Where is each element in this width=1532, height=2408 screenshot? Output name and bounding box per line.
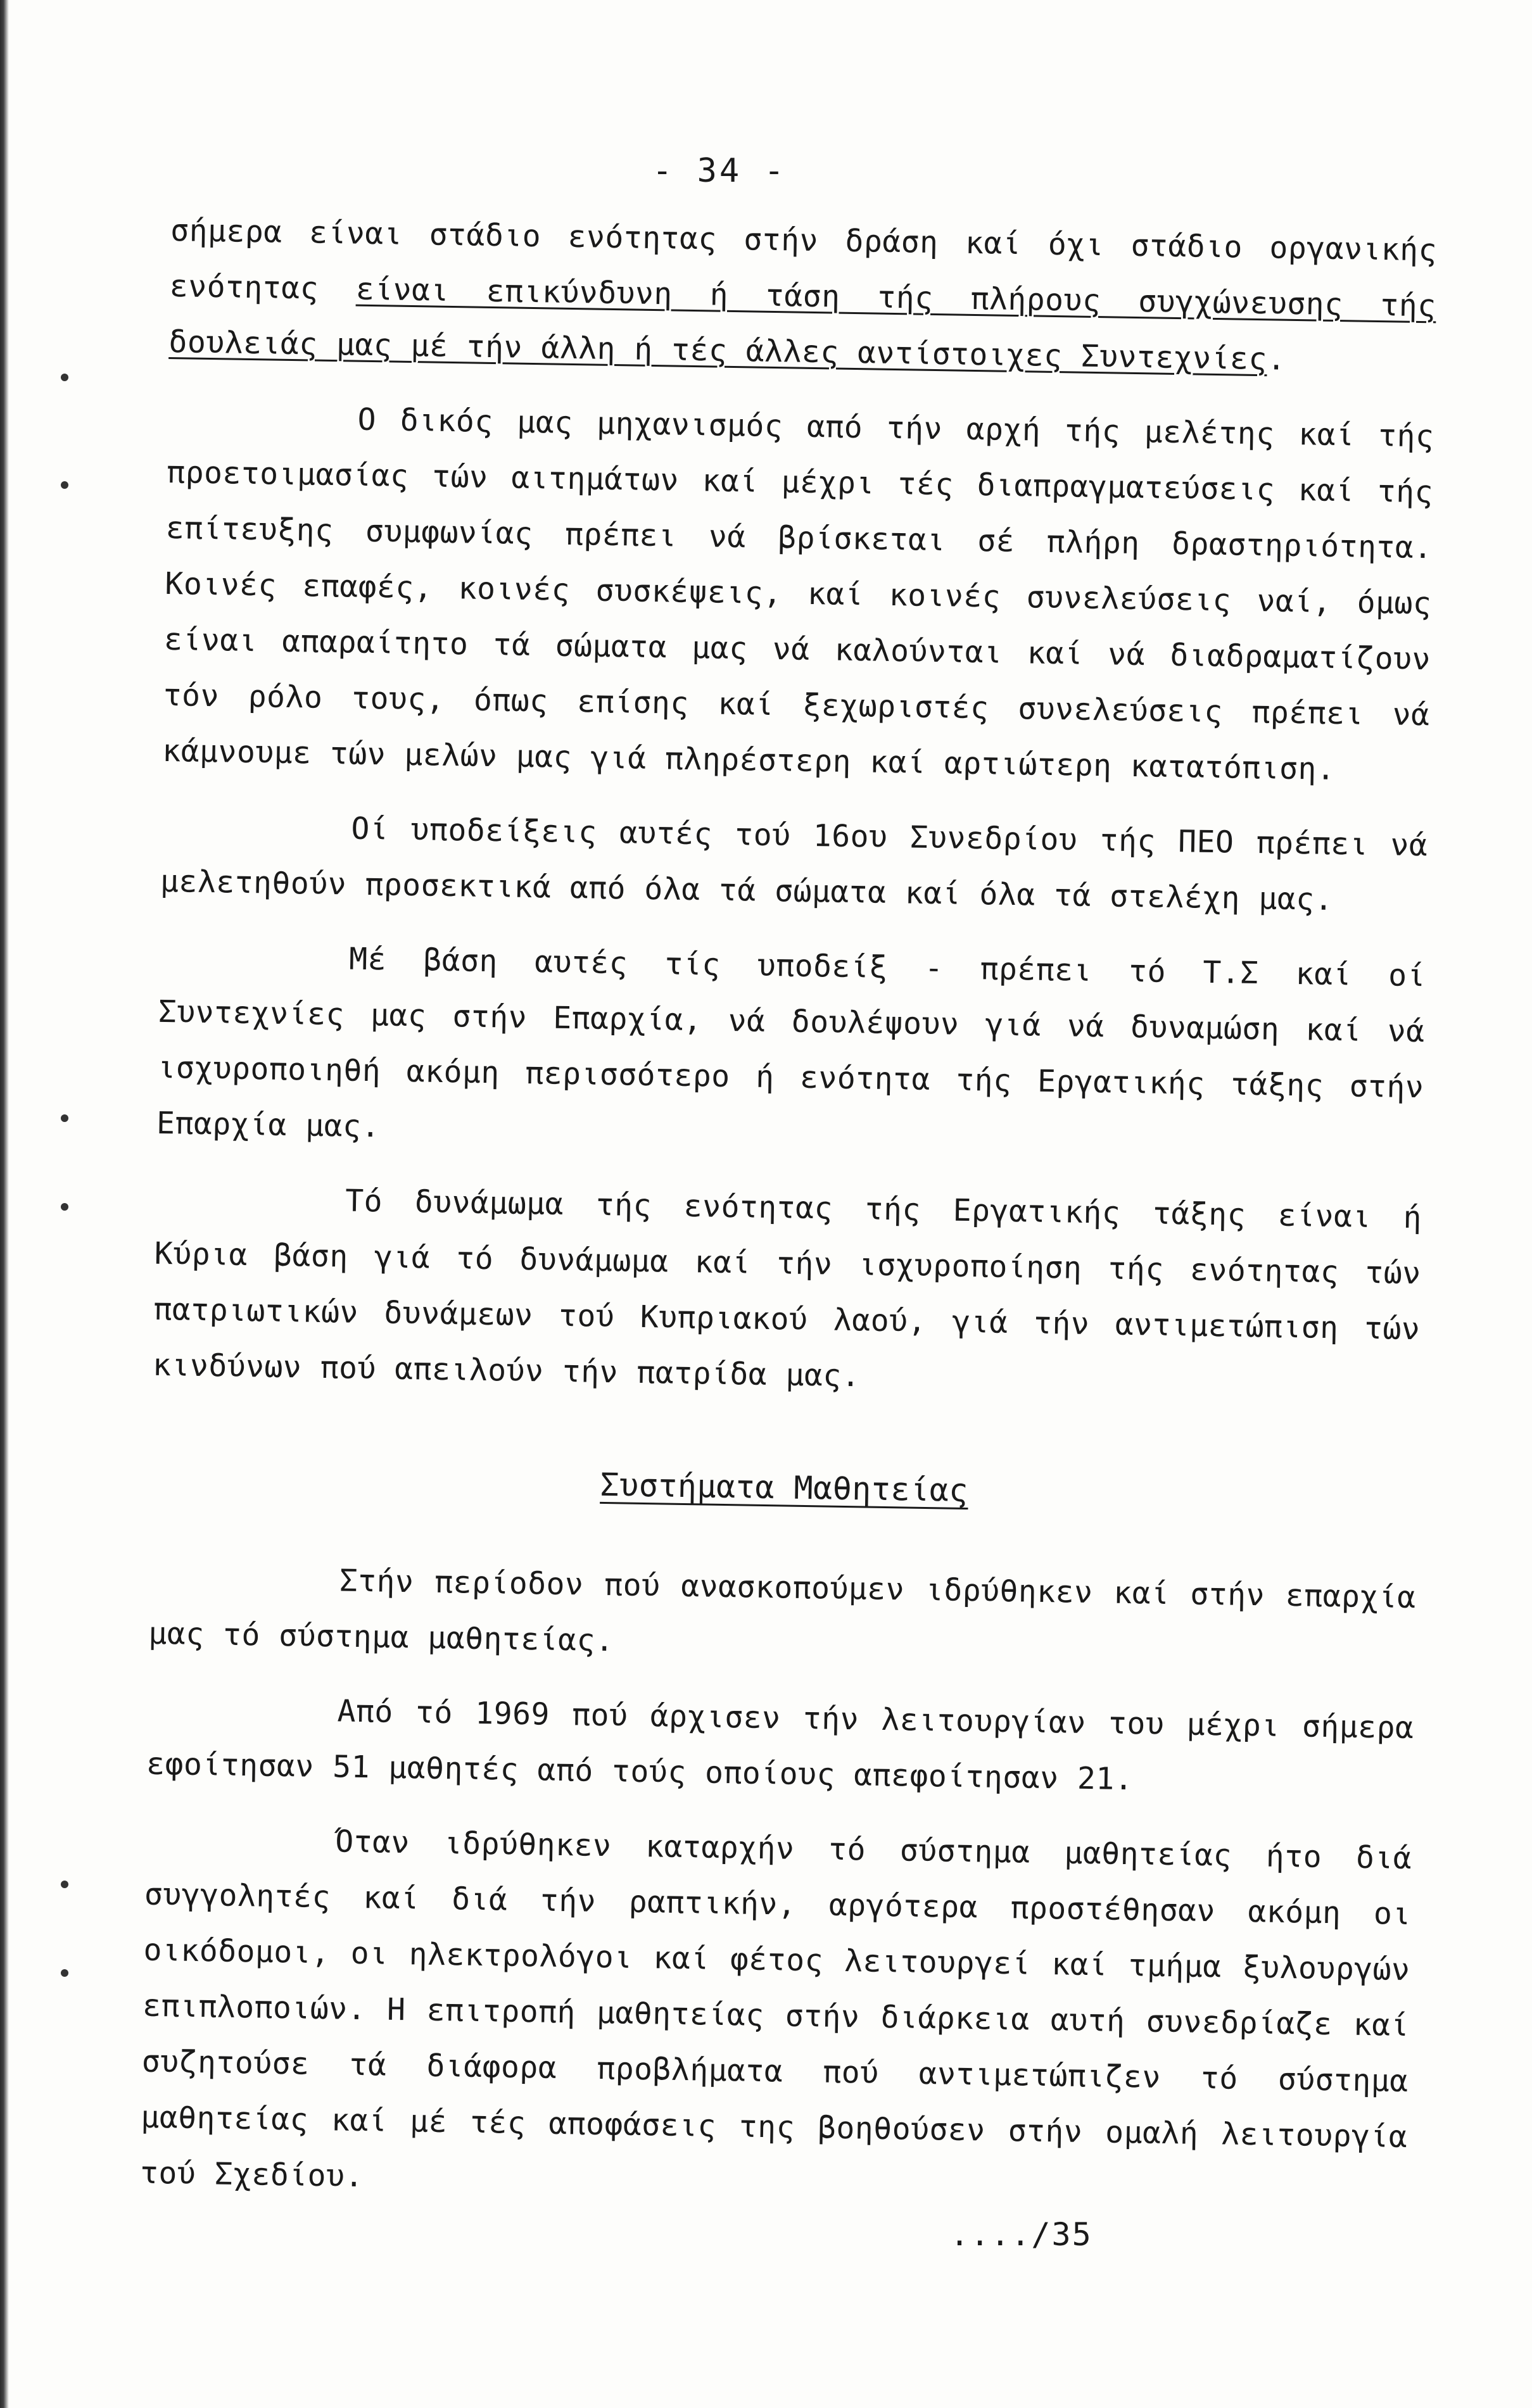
section-heading-text: Συστήματα Μαθητείας <box>600 1466 969 1510</box>
continuation-marker: ..../35 <box>950 2216 1092 2253</box>
section-heading <box>151 1450 1418 1525</box>
punch-hole <box>61 1114 68 1122</box>
paragraph-apprenticeship-trades: Όταν ιδρύθηκεν καταρχήν τό σύστημα μαθητείας ήτο διά συγγολητές καί διά τήν ραπτικήν, αργότερα προστέθησαν ακόμη οι οικόδομοι, οι ηλεκτρολόγοι καί φέτος λειτουργεί καί τμήμα ξυλουργών επιπλοποιών. Η επιτροπή μαθητείας στήν διάρκεια αυτή συνεδρίαζε καί συζητούσε τά διάφορα προβλήματα πού αντιμετώπιζεν τό σύστημα μαθητείας καί μέ τές αποφάσεις της βοηθούσεν στήν ομαλή λειτουργία τού Σχεδίου. <box>139 1824 1412 2195</box>
punch-hole <box>61 374 68 381</box>
paragraph-apprenticeship-founded: Στήν περίοδον πού ανασκοπούμεν ιδρύθηκεν καί στήν επαρχία μας τό σύστημα μαθητείας. <box>148 1563 1417 1659</box>
paragraph-mechanism: Ο δικός μας μηχανισμός από τήν αρχή τής μελέτης καί τής προετοιμασίας τών αιτημάτων καί μέχρι τές διαπραγματεύσεις καί τής επίτευξης συμφωνίας πρέπει νά βρίσκεται σέ πλήρη δραστηριότητα. Κοινές επαφές, κοινές συσκέψεις, καί κοινές συνελεύσεις ναί, όμως είναι απαραίτητο τά σώματα μας νά καλούνται καί νά διαδραματίζουν τόν ρόλο τους, όπως επίσης καί ξεχωριστές συνελεύσεις πρέπει νά κάμνουμε τών μελών μας γιά πληρέστερη καί αρτιώτερη κατατόπιση. <box>161 401 1434 787</box>
binding-edge <box>0 0 9 2408</box>
paragraph-unity <box>168 203 1438 389</box>
paragraph-congress-guidance: Οί υποδείξεις αυτές τού 16ου Συνεδρίου τής ΠΕΟ πρέπει νά μελετηθούν προσεκτικά από όλα τά σώματα καί όλα τά στελέχη μας. <box>160 810 1428 917</box>
page-number: - 34 - <box>652 152 787 190</box>
punch-hole <box>61 481 68 489</box>
paragraph-apprenticeship-stats: Από τό 1969 πού άρχισεν τήν λειτουργίαν του μέχρι σήμερα εφοίτησαν 51 μαθητές από τούς οποίους απεφοίτησαν 21. <box>146 1693 1414 1798</box>
paragraph-union-tasks: Μέ βάση αυτές τίς υποδείξ - πρέπει τό Τ.Σ καί οί Συντεχνίες μας στήν Επαρχία, νά δουλέψουν γιά νά δυναμώση καί νά ισχυροποιηθή ακόμη περισσότερο ή ενότητα τής Εργατικής τάξης στήν Επαρχία μας. <box>156 941 1426 1145</box>
paragraph-working-class-unity: Τό δυνάμωμα τής ενότητας τής Εργατικής τάξης είναι ή Κύρια βάση γιά τό δυνάμωμα καί τήν ισχυροποίηση τής ενότητας τών πατριωτικών δυνάμεων τού Κυπριακού λαού, γιά τήν αντιμετώπιση τών κινδύνων πού απειλούν τήν πατρίδα μας. <box>152 1183 1422 1394</box>
paragraph-unity-start: σήμερα είναι στάδιο ενότητας στήν δράση καί όχι στάδιο οργανικής ενότητας <box>169 212 1438 307</box>
punch-hole <box>61 1969 68 1977</box>
punch-hole <box>61 1881 68 1888</box>
paragraph-unity-end: . <box>1267 341 1286 377</box>
paragraph-unity-emphasis: είναι επικύνδυνη ή τάση τής πλήρους συγχώνευσης τής δουλειάς μας μέ τήν άλλη ή τές άλλες αντίστοιχες Συντεχνίες <box>168 271 1437 377</box>
document-body <box>139 203 1438 2240</box>
punch-hole <box>61 1203 68 1211</box>
